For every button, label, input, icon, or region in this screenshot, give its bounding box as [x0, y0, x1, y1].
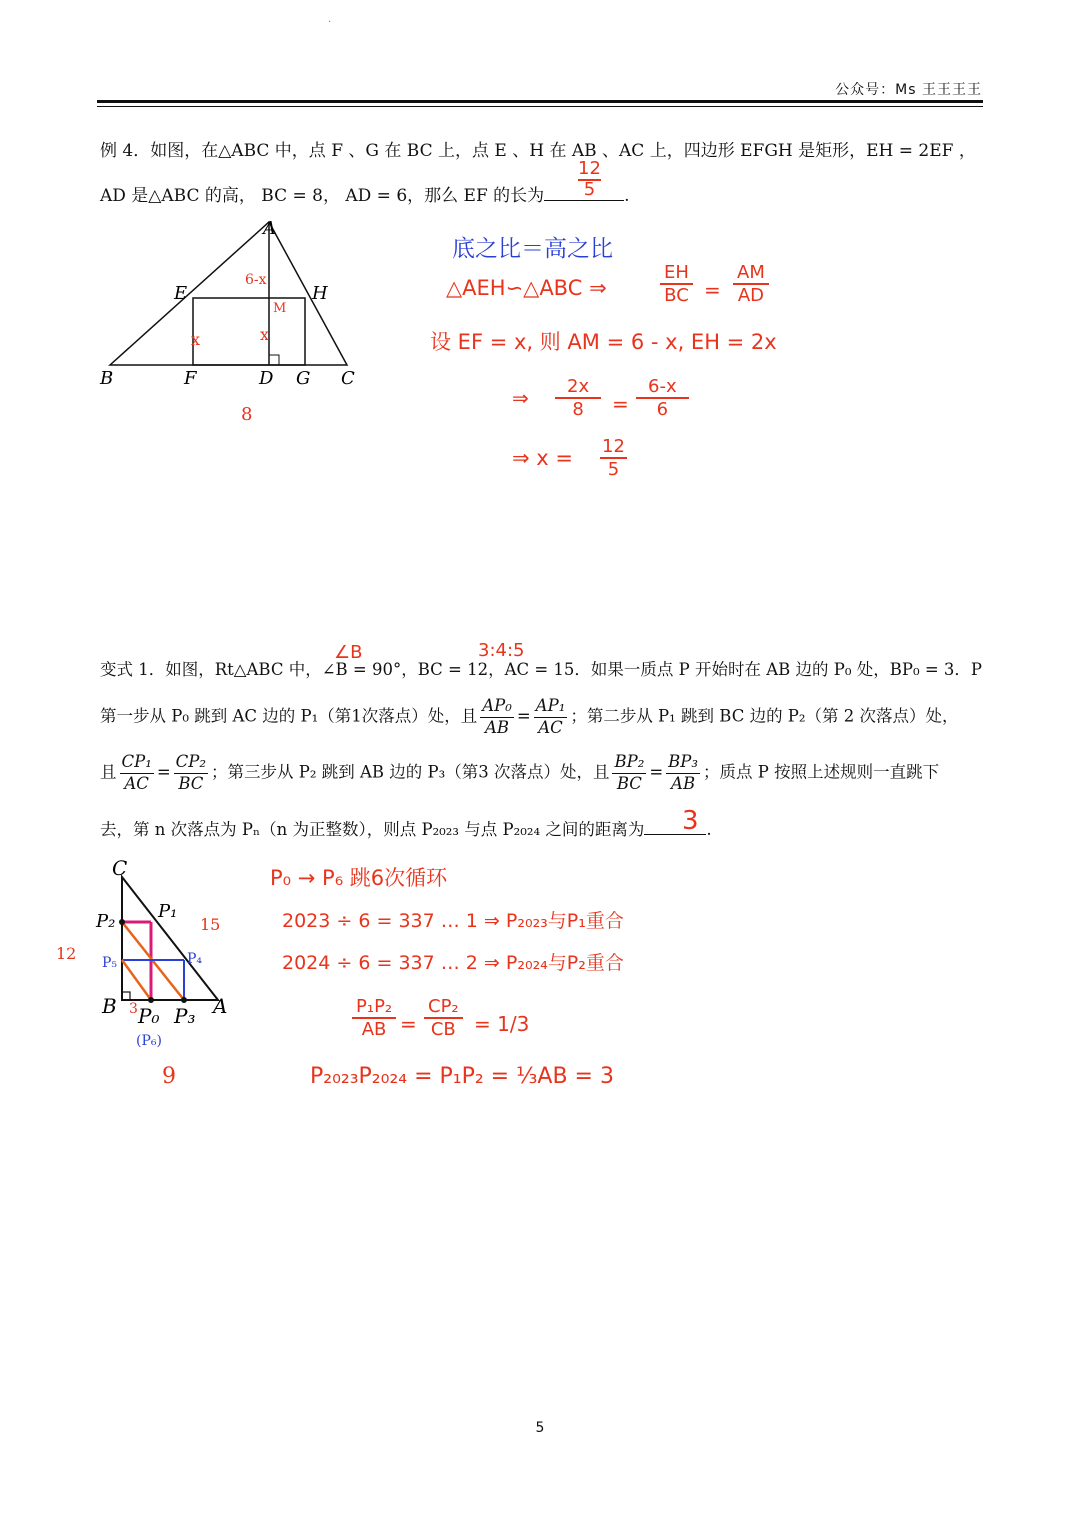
fraction-am-ad [733, 262, 769, 306]
label-b: B [100, 368, 114, 389]
text-segment: ；质点 P 按照上述规则一直跳下 [702, 762, 940, 782]
equals-sign-2: = [612, 392, 629, 416]
label-g: G [296, 368, 311, 389]
note-3-4-5: 3:4:5 [478, 640, 525, 661]
variant1-line3: 且 $\frac{\text{CP₁}}{AC}$ = $\frac{\text{CP₂}}{BC}$ ；第三步从 P₂ 跳到 AB 边的 P₃（第3 次落点）处，且 $\frac{\text{BP₂}}{BC}$ = $\frac{\text{BP₃}}{AB}$ ；质点 P 按照上述规则一直跳下 [100, 752, 940, 793]
text-segment: 第一步从 P₀ 跳到 AC 边的 P₁（第1次落点）处，且 [100, 706, 478, 726]
note-m: M [273, 301, 287, 316]
note-p4: P₄ [187, 951, 203, 967]
frac-den: AC [124, 773, 149, 793]
label-p0: P₀ [138, 1004, 160, 1028]
page-number: 5 [535, 1420, 545, 1436]
handwriting-title: 底之比＝高之比 [452, 236, 613, 262]
label-a2: A [213, 994, 228, 1018]
handwriting-similarity: △AEH∽△ABC ⇒ [446, 276, 607, 300]
variant1-line2: 第一步从 P₀ 跳到 AC 边的 P₁（第1次落点）处，且 $\frac{\text{AP₀}}{AB}$ = $\frac{\text{AP₁}}{AC}$ ；第二步从 P₁ 跳到 BC 边的 P₂（第 2 次落点）处， [100, 696, 959, 737]
frac-den: 6 [656, 399, 669, 420]
frac-num: BP₃ [666, 754, 700, 774]
text-segment: ；第二步从 P₁ 跳到 BC 边的 P₂（第 2 次落点）处， [570, 706, 959, 726]
frac-den: BC [178, 773, 204, 793]
point-p3 [181, 997, 187, 1003]
implies-arrow: ⇒ [512, 386, 529, 410]
handwriting-2024: 2024 ÷ 6 = 337 … 2 ⇒ P₂₀₂₄与P₂重合 [282, 952, 624, 974]
label-p3: P₃ [174, 1004, 196, 1028]
fraction-bp3-ab [666, 754, 700, 792]
note-12: 12 [56, 944, 77, 963]
note-9: 9 [162, 1064, 176, 1089]
note-15: 15 [200, 915, 221, 934]
handwriting-let: 设 EF = x, 则 AM = 6 - x, EH = 2x [430, 330, 777, 354]
frac-num: 2x [555, 376, 601, 399]
label-e: E [174, 283, 188, 304]
stray-dot: . [328, 14, 332, 25]
fraction-bp2-bc [612, 754, 646, 792]
header-rule-thin [97, 106, 983, 107]
frac-num: BP₂ [612, 754, 646, 774]
note-p6: (P₆) [136, 1033, 162, 1049]
label-a: A [263, 218, 276, 239]
fraction-eh-bc [660, 262, 693, 306]
note-x-center: x [260, 325, 270, 344]
frac-den: 5 [607, 459, 620, 480]
fraction-2x-8 [555, 376, 601, 420]
handwriting-2023: 2023 ÷ 6 = 337 … 1 ⇒ P₂₀₂₃与P₁重合 [282, 910, 624, 932]
example4-line2-prefix: AD 是△ABC 的高， BC = 8， AD = 6，那么 EF 的长为 [100, 186, 545, 206]
rectangle-efgh [193, 298, 305, 365]
label-f: F [184, 368, 197, 389]
segment-p5-p6 [122, 960, 151, 1000]
frac-num: CP₂ [424, 996, 463, 1019]
fraction-cp2-cb [424, 996, 463, 1040]
label-h: H [312, 283, 328, 304]
frac-den: BC [616, 773, 642, 793]
variant1-handwritten-answer: 3 [682, 806, 699, 836]
frac-den: AB [485, 717, 510, 737]
frac-den: AB [361, 1019, 387, 1040]
point-p2 [119, 919, 125, 925]
variant1-line1: 变式 1．如图，Rt△ABC 中，∠B = 90°，BC = 12，AC = 15．如果一质点 P 开始时在 AB 边的 P₀ 处，BP₀ = 3．P [100, 660, 983, 679]
fraction-cp2-bc [174, 754, 208, 792]
example4-line2 [100, 186, 630, 205]
text-segment: ；第三步从 P₂ 跳到 AB 边的 P₃（第3 次落点）处，且 [211, 762, 610, 782]
text-segment: 且 [100, 762, 117, 782]
fraction-p1p2-ab [352, 996, 396, 1040]
text-segment: . [706, 820, 712, 839]
triangle-figure-1 [95, 212, 375, 427]
handwriting-one-third: = 1/3 [474, 1012, 530, 1036]
point-p0 [148, 997, 154, 1003]
frac-num: 6-x [636, 376, 689, 399]
equals-sign-3: = [400, 1012, 417, 1036]
frac-den: AD [737, 285, 765, 306]
label-b2: B [102, 994, 117, 1018]
fraction-12-5 [600, 436, 627, 480]
frac-den: 8 [572, 399, 584, 420]
note-x-left: x [191, 330, 201, 349]
label-d: D [259, 368, 274, 389]
variant1-line4 [100, 820, 712, 839]
fraction-6x-6 [636, 376, 689, 420]
example4-line1: 例 4．如图，在△ABC 中，点 F 、G 在 BC 上，点 E 、H 在 AB 、AC 上，四边形 EFGH 是矩形，EH = 2EF ， [100, 141, 976, 161]
header-rule-thick [97, 100, 983, 103]
right-angle-mark-d [269, 355, 279, 365]
answer-numerator: 12 [578, 158, 601, 179]
frac-num: AP₀ [480, 698, 514, 718]
note-6-minus-x: 6-x [245, 272, 267, 288]
frac-num: EH [660, 262, 693, 285]
right-angle-mark-b [122, 992, 130, 1000]
fraction-ap1-ac [534, 698, 568, 736]
triangle-figure-2 [50, 855, 250, 1095]
label-p2: P₂ [96, 911, 116, 932]
note-p5: P₅ [102, 955, 118, 971]
label-c2: C [112, 856, 128, 880]
frac-num: AM [733, 262, 769, 285]
fraction-cp1-ac [120, 754, 154, 792]
answer-denominator: 5 [583, 178, 596, 200]
label-p1: P₁ [158, 901, 178, 922]
frac-den: BC [664, 285, 689, 306]
example4-line2-suffix: . [624, 186, 630, 206]
equals-sign: = [704, 278, 721, 302]
note-8: 8 [241, 404, 253, 425]
handwriting-result: ⇒ x = [512, 446, 573, 470]
frac-num: CP₁ [120, 754, 154, 774]
note-angle-b: ∠B [334, 642, 363, 663]
label-c: C [341, 368, 355, 389]
fraction-ap0-ab [480, 698, 514, 736]
frac-den: CB [430, 1019, 456, 1040]
frac-num: P₁P₂ [352, 996, 396, 1019]
note-3: 3 [129, 1001, 138, 1017]
frac-num: AP₁ [534, 698, 568, 718]
example4-handwritten-answer [578, 160, 601, 200]
handwriting-final: P₂₀₂₃P₂₀₂₄ = P₁P₂ = ⅓AB = 3 [310, 1064, 614, 1089]
frac-den: AB [671, 773, 696, 793]
text-segment: 去，第 n 次落点为 Pₙ（n 为正整数），则点 P₂₀₂₃ 与点 P₂₀₂₄ 之间的距离为 [100, 820, 645, 839]
frac-num: 12 [602, 436, 625, 457]
header-account: 公众号：Ms 王王王王 [835, 82, 982, 98]
frac-num: CP₂ [174, 754, 208, 774]
handwriting-cycle: P₀ → P₆ 跳6次循环 [270, 866, 448, 890]
frac-den: AC [538, 717, 563, 737]
